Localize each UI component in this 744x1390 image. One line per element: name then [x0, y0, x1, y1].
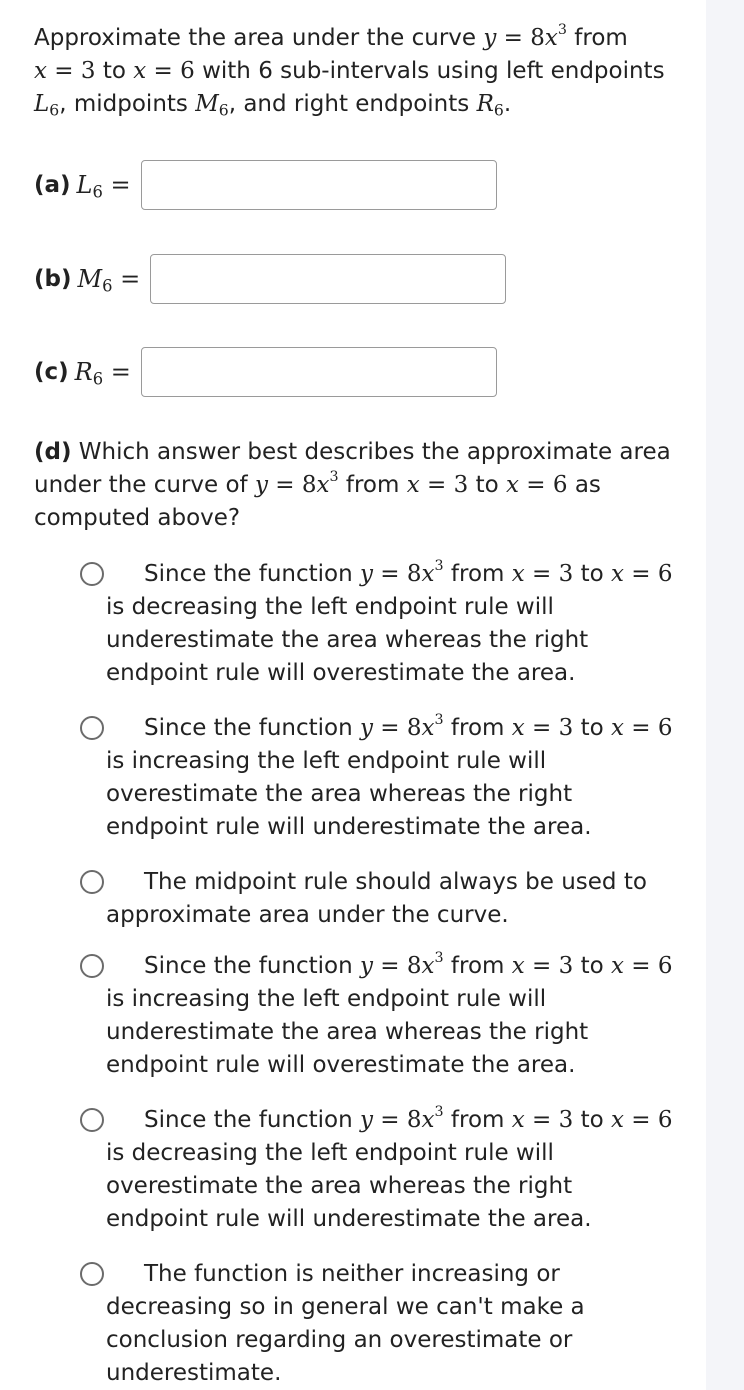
option-4[interactable]	[78, 950, 678, 1082]
option-2[interactable]	[78, 712, 678, 844]
question-d: (d) Which answer best describes the approximate area under the curve of $y = 8x^3$ from x = 3 to x = 6 as computed above?	[34, 439, 671, 531]
problem-statement: Approximate the area under the curve $y = 8x^3$ from x = 3 to x = 6 with 6 sub-intervals using left endpoints $L_6$, midpoints $M_6$, and right endpoints $R_6$.	[34, 21, 665, 120]
part-a-label: (a)	[34, 171, 71, 198]
radio-button[interactable]	[80, 954, 104, 978]
option-3-text: The midpoint rule should always be used to approximate area under the curve.	[106, 869, 647, 928]
option-5[interactable]	[78, 1104, 678, 1236]
part-c-label: (c)	[34, 358, 69, 385]
part-b-symbol: $M_6$ =	[77, 264, 141, 296]
l6-answer-input[interactable]	[141, 160, 497, 210]
option-6[interactable]	[78, 1258, 678, 1390]
option-1-text: Since the function $y = 8x^3$ from x = 3 to x = 6 is decreasing the left endpoint rule will underestimate the area whereas the right endpoint rule will overestimate the area.	[106, 557, 673, 686]
option-3[interactable]	[78, 866, 678, 932]
option-1[interactable]	[78, 558, 678, 690]
part-c-symbol: $R_6$ =	[74, 357, 131, 389]
radio-button[interactable]	[80, 1108, 104, 1132]
side-panel	[706, 0, 744, 1390]
radio-button[interactable]	[80, 716, 104, 740]
m6-answer-input[interactable]	[150, 254, 506, 304]
part-b-label: (b)	[34, 265, 72, 292]
radio-button[interactable]	[80, 870, 104, 894]
part-c	[34, 347, 497, 397]
radio-button[interactable]	[80, 562, 104, 586]
option-4-text: Since the function $y = 8x^3$ from x = 3 to x = 6 is increasing the left endpoint rule will underestimate the area whereas the right endpoint rule will overestimate the area.	[106, 949, 673, 1078]
part-b	[34, 254, 506, 304]
r6-answer-input[interactable]	[141, 347, 497, 397]
option-6-text: The function is neither increasing or decreasing so in general we can't make a conclusion regarding an overestimate or underestimate.	[106, 1261, 585, 1386]
part-a	[34, 160, 497, 210]
option-2-text: Since the function $y = 8x^3$ from x = 3 to x = 6 is increasing the left endpoint rule will overestimate the area whereas the right endpoint rule will underestimate the area.	[106, 711, 673, 840]
radio-button[interactable]	[80, 1262, 104, 1286]
part-a-symbol: $L_6$ =	[76, 170, 131, 202]
option-5-text: Since the function $y = 8x^3$ from x = 3 to x = 6 is decreasing the left endpoint rule will overestimate the area whereas the right endpoint rule will underestimate the area.	[106, 1103, 673, 1232]
